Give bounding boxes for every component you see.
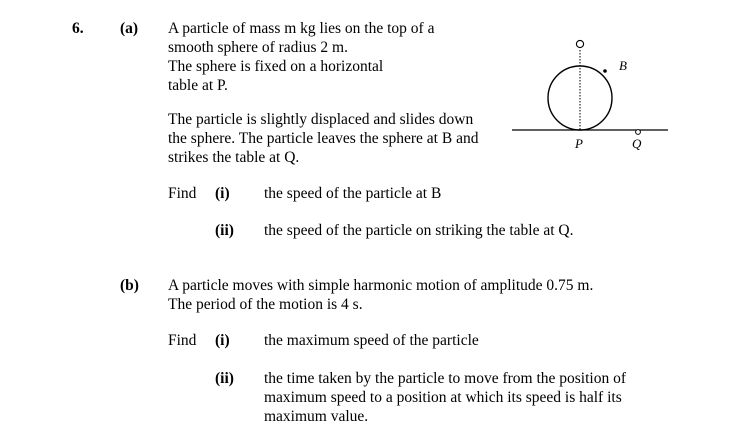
part-b-item-ii-label: (ii) (215, 370, 234, 387)
part-a-find-label: Find (168, 185, 197, 202)
part-a-p1-line: table at P. (168, 77, 228, 94)
part-b-paragraph (168, 276, 593, 314)
label-p: P (575, 136, 583, 151)
part-b-find-label: Find (168, 332, 197, 349)
part-a-item-i-text: the speed of the particle at B (264, 185, 442, 202)
part-a-item-ii-label: (ii) (215, 222, 234, 239)
part-b-item-i-text: the maximum speed of the particle (264, 332, 479, 349)
part-b-item-ii-text (264, 369, 626, 426)
point-q-marker (636, 130, 641, 135)
part-a-p2-line: The particle is slightly displaced and slides down (168, 111, 474, 128)
part-b-line: The period of the motion is 4 s. (168, 296, 363, 313)
part-b-label: (b) (120, 277, 139, 294)
part-b-item-i-label: (i) (215, 332, 230, 349)
part-a-p2-line: strikes the table at Q. (168, 149, 300, 166)
part-a-item-ii-text: the speed of the particle on striking the table at Q. (264, 222, 574, 239)
part-a-paragraph-2 (168, 110, 478, 167)
part-b-item-ii-line: maximum value. (264, 408, 369, 425)
label-q: Q (632, 136, 642, 151)
part-a-paragraph-1 (168, 19, 434, 95)
label-b: B (619, 58, 627, 73)
part-a-p1-line: A particle of mass m kg lies on the top of a (168, 20, 435, 37)
particle-top (576, 40, 583, 47)
part-b-line: A particle moves with simple harmonic motion of amplitude 0.75 m. (168, 277, 594, 294)
part-a-item-i-label: (i) (215, 185, 230, 202)
part-a-p2-line: the sphere. The particle leaves the sphere at B and (168, 130, 479, 147)
part-b-item-ii-line: the time taken by the particle to move from the position of (264, 370, 627, 387)
part-a-label: (a) (120, 20, 139, 37)
part-a-p1-line: The sphere is fixed on a horizontal (168, 58, 384, 75)
question-number: 6. (72, 20, 84, 37)
part-a-p1-line: smooth sphere of radius 2 m. (168, 39, 348, 56)
particle-b (603, 69, 607, 73)
sphere-diagram (512, 34, 672, 154)
part-b-item-ii-line: maximum speed to a position at which its speed is half its (264, 389, 622, 406)
